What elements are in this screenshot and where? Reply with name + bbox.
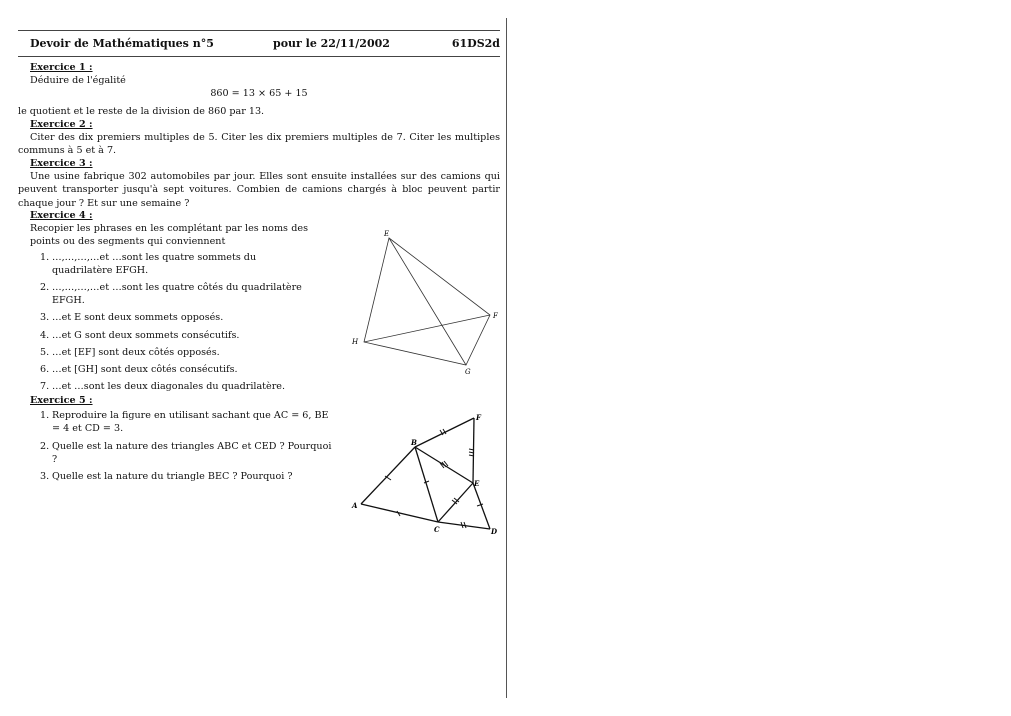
exercise-1-question: le quotient et le reste de la division de 860 par 13.	[18, 105, 265, 117]
segment-ac	[361, 504, 438, 522]
exercise-5-title: Exercice 5 :	[30, 395, 93, 406]
segment-bf	[415, 418, 474, 447]
diagonal-fh	[364, 315, 490, 342]
exercise-4-list	[18, 251, 308, 394]
label-d: D	[491, 527, 498, 536]
triangles-figure	[345, 405, 505, 540]
header-date: pour le 22/11/2002	[273, 37, 390, 50]
exercise-2	[18, 118, 500, 158]
list-item: 1. …,…,…,…et …sont les quatre sommets du quadrilatère EFGH.	[40, 251, 257, 276]
header-title: Devoir de Mathématiques n°5	[30, 37, 214, 50]
list-item: 3. Quelle est la nature du triangle BEC ? Pourquoi ?	[40, 471, 293, 483]
segment-ab	[361, 447, 415, 504]
exercise-2-title: Exercice 2 :	[30, 119, 93, 130]
diagonal-eg	[389, 238, 466, 365]
quadrilateral-figure	[345, 226, 505, 378]
list-item: 3. …et E sont deux sommets opposés.	[40, 312, 224, 324]
list-item: 6. …et [GH] sont deux côtés consécutifs.	[40, 364, 238, 376]
list-item: 5. …et [EF] sont deux côtés opposés.	[40, 346, 220, 358]
label-e: E	[474, 479, 480, 488]
header-top-rule	[18, 30, 500, 31]
label-g: G	[465, 368, 471, 376]
exercise-1-intro: Déduire de l'égalité	[30, 75, 126, 87]
label-h: H	[352, 338, 359, 346]
exercise-4	[18, 209, 308, 397]
quadrilateral-outline	[364, 238, 490, 365]
exercise-3	[18, 157, 500, 210]
exercise-5-list	[18, 409, 336, 483]
exercise-3-text: Une usine fabrique 302 automobiles par jour. Elles sont ensuite installées sur des camions qui peuvent transporter jusqu'à sept voitures. Combien de camions chargés à bloc peuvent partir chaque jour ? Et sur une semaine ?	[18, 171, 500, 209]
label-c: C	[434, 525, 440, 534]
header-class-code: 61DS2d	[451, 37, 500, 50]
exercise-5	[18, 394, 336, 487]
segment-fe	[473, 418, 474, 483]
vertical-page-divider	[506, 18, 507, 698]
label-f: F	[476, 413, 481, 422]
segment-ed	[473, 483, 490, 529]
label-a: A	[352, 501, 358, 510]
exercise-2-text: Citer des dix premiers multiples de 5. Citer les dix premiers multiples de 7. Citer les multiples communs à 5 et à 7.	[18, 132, 500, 157]
list-item: 7. …et …sont les deux diagonales du quadrilatère.	[40, 381, 286, 393]
list-item: 2. …,…,…,…et …sont les quatre côtés du quadrilatère EFGH.	[40, 282, 302, 307]
list-item: 1. Reproduire la figure en utilisant sachant que AC = 6, BE = 4 et CD = 3.	[40, 410, 329, 435]
label-e: E	[384, 230, 390, 238]
list-item: 4. …et G sont deux sommets consécutifs.	[40, 329, 240, 341]
exercise-3-title: Exercice 3 :	[30, 158, 93, 169]
segment-bc	[415, 447, 438, 522]
exercise-1	[18, 61, 500, 118]
exercise-1-equation: 860 = 13 × 65 + 15	[210, 88, 308, 100]
list-item: 2. Quelle est la nature des triangles ABC et CED ? Pourquoi ?	[40, 440, 332, 465]
header-bottom-rule	[18, 56, 500, 57]
label-b: B	[411, 438, 417, 447]
label-f: F	[493, 312, 498, 320]
exercise-1-title: Exercice 1 :	[30, 62, 93, 73]
exercise-4-title: Exercice 4 :	[30, 210, 93, 221]
exercise-4-intro: Recopier les phrases en les complétant par les noms des points ou des segments qui conviennent	[30, 223, 308, 248]
